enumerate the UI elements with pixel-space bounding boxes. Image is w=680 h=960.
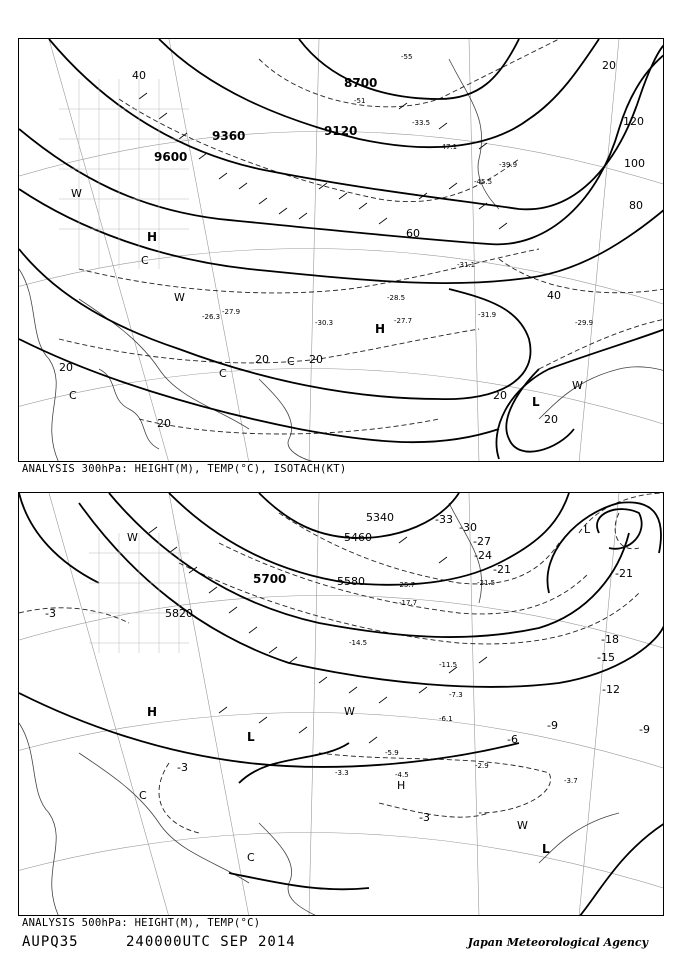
isotherm-label: -6 — [507, 733, 518, 746]
temp-label: -6.1 — [439, 715, 453, 723]
temp-label: -55 — [401, 53, 413, 61]
height-label: 5580 — [337, 575, 365, 588]
low-center: L — [584, 523, 591, 536]
high-center: H — [147, 230, 158, 244]
height-label: 5460 — [344, 531, 372, 544]
station-hatch — [89, 533, 189, 653]
temp-label: -2.9 — [475, 762, 489, 770]
isotherm-label: -30 — [459, 521, 477, 534]
isotherm-label: -9 — [639, 723, 650, 736]
isotherm-label: -3 — [177, 761, 188, 774]
chart-id: AUPQ35 — [22, 934, 79, 950]
temp-label: -7.3 — [449, 691, 463, 699]
height-label: 9360 — [212, 129, 246, 143]
temp-label: -27.9 — [222, 308, 241, 316]
high-center: H — [375, 322, 386, 336]
map-300hpa — [19, 39, 664, 462]
caption-500hpa: ANALYSIS 500hPa: HEIGHT(M), TEMP(°C) — [22, 917, 261, 929]
isotherm-label: -3 — [419, 811, 430, 824]
temp-label: -17.7 — [399, 599, 418, 607]
isotach-label: 20 — [157, 417, 171, 430]
warm-marker: W — [572, 379, 583, 392]
high-center: H — [397, 779, 406, 792]
caption-300hpa: ANALYSIS 300hPa: HEIGHT(M), TEMP(°C), ISOTACH(KT) — [22, 463, 347, 475]
isotherm-label: -21 — [615, 567, 633, 580]
temp-label: -33.5 — [412, 119, 431, 127]
temp-label: -31.9 — [478, 311, 497, 319]
temp-label: -3.7 — [564, 777, 578, 785]
temp-label: -31.1 — [457, 261, 476, 269]
cold-marker: C — [69, 389, 77, 402]
warm-marker: W — [174, 291, 185, 304]
temp-label: -45.5 — [474, 178, 493, 186]
cold-marker: C — [141, 254, 149, 267]
height-label: 9120 — [324, 124, 358, 138]
graticule — [19, 493, 664, 916]
height-label: 8700 — [344, 76, 378, 90]
isotach-label: 20 — [544, 413, 558, 426]
isotach-label: 20 — [602, 59, 616, 72]
temp-label: -30.3 — [315, 319, 334, 327]
isotherm-label: -3 — [45, 607, 56, 620]
temp-label: -47.1 — [439, 143, 458, 151]
temp-label: -14.5 — [349, 639, 368, 647]
valid-time: 240000UTC SEP 2014 — [126, 934, 296, 950]
warm-marker: W — [344, 705, 355, 718]
isotach-label: 20 — [255, 353, 269, 366]
low-center: L — [532, 395, 540, 409]
warm-marker: W — [71, 187, 82, 200]
temp-label: -51 — [354, 97, 366, 105]
temp-label: -39.9 — [499, 161, 518, 169]
temp-label: -27.7 — [394, 317, 413, 325]
isotherm-label: -18 — [601, 633, 619, 646]
height-label: 5340 — [366, 511, 394, 524]
low-center: L — [247, 730, 255, 744]
warm-marker: W — [517, 819, 528, 832]
high-center: H — [147, 705, 158, 719]
temp-label: -28.5 — [387, 294, 406, 302]
chart-footer — [22, 934, 662, 954]
wind-barbs — [139, 93, 507, 229]
cold-marker: C — [247, 851, 255, 864]
isotach-label: 40 — [132, 69, 146, 82]
temp-label: -11.5 — [439, 661, 458, 669]
temp-label: -26.3 — [202, 313, 221, 321]
temp-label: -3.3 — [335, 769, 349, 777]
temp-label: -29.9 — [575, 319, 594, 327]
isotach-label: 20 — [309, 353, 323, 366]
isotherm-label: -21 — [493, 563, 511, 576]
isotach-label: 60 — [406, 227, 420, 240]
wind-barbs — [149, 527, 487, 743]
isotach-label: 20 — [493, 389, 507, 402]
isotherm-label: -24 — [474, 549, 492, 562]
isotach-label: 100 — [624, 157, 645, 170]
isotherm-label: -15 — [597, 651, 615, 664]
temp-label: -25.7 — [397, 581, 416, 589]
isotherm-label: -12 — [602, 683, 620, 696]
cold-marker: C — [287, 355, 295, 368]
isotherm-label: -27 — [473, 535, 491, 548]
map-panel-500hpa — [18, 492, 664, 916]
agency-credit: Japan Meteorological Agency — [467, 936, 648, 949]
low-center: L — [542, 842, 550, 856]
temp-label: -4.5 — [395, 771, 409, 779]
warm-marker: W — [127, 531, 138, 544]
map-500hpa — [19, 493, 664, 916]
cold-marker: C — [139, 789, 147, 802]
isotach-label: 40 — [547, 289, 561, 302]
map-panel-300hpa — [18, 38, 664, 462]
height-contours — [19, 493, 664, 916]
height-label: 5820 — [165, 607, 193, 620]
temp-label: -5.9 — [385, 749, 399, 757]
isotach-label: 20 — [59, 361, 73, 374]
cold-marker: C — [219, 367, 227, 380]
isotach-label: 80 — [629, 199, 643, 212]
height-label: 5700 — [253, 572, 287, 586]
isotherm-label: -9 — [547, 719, 558, 732]
isotherm-label: -33 — [435, 513, 453, 526]
height-label: 9600 — [154, 150, 188, 164]
coastline — [19, 59, 664, 462]
temp-label: -21.5 — [477, 579, 496, 587]
isotach-label: 120 — [623, 115, 644, 128]
